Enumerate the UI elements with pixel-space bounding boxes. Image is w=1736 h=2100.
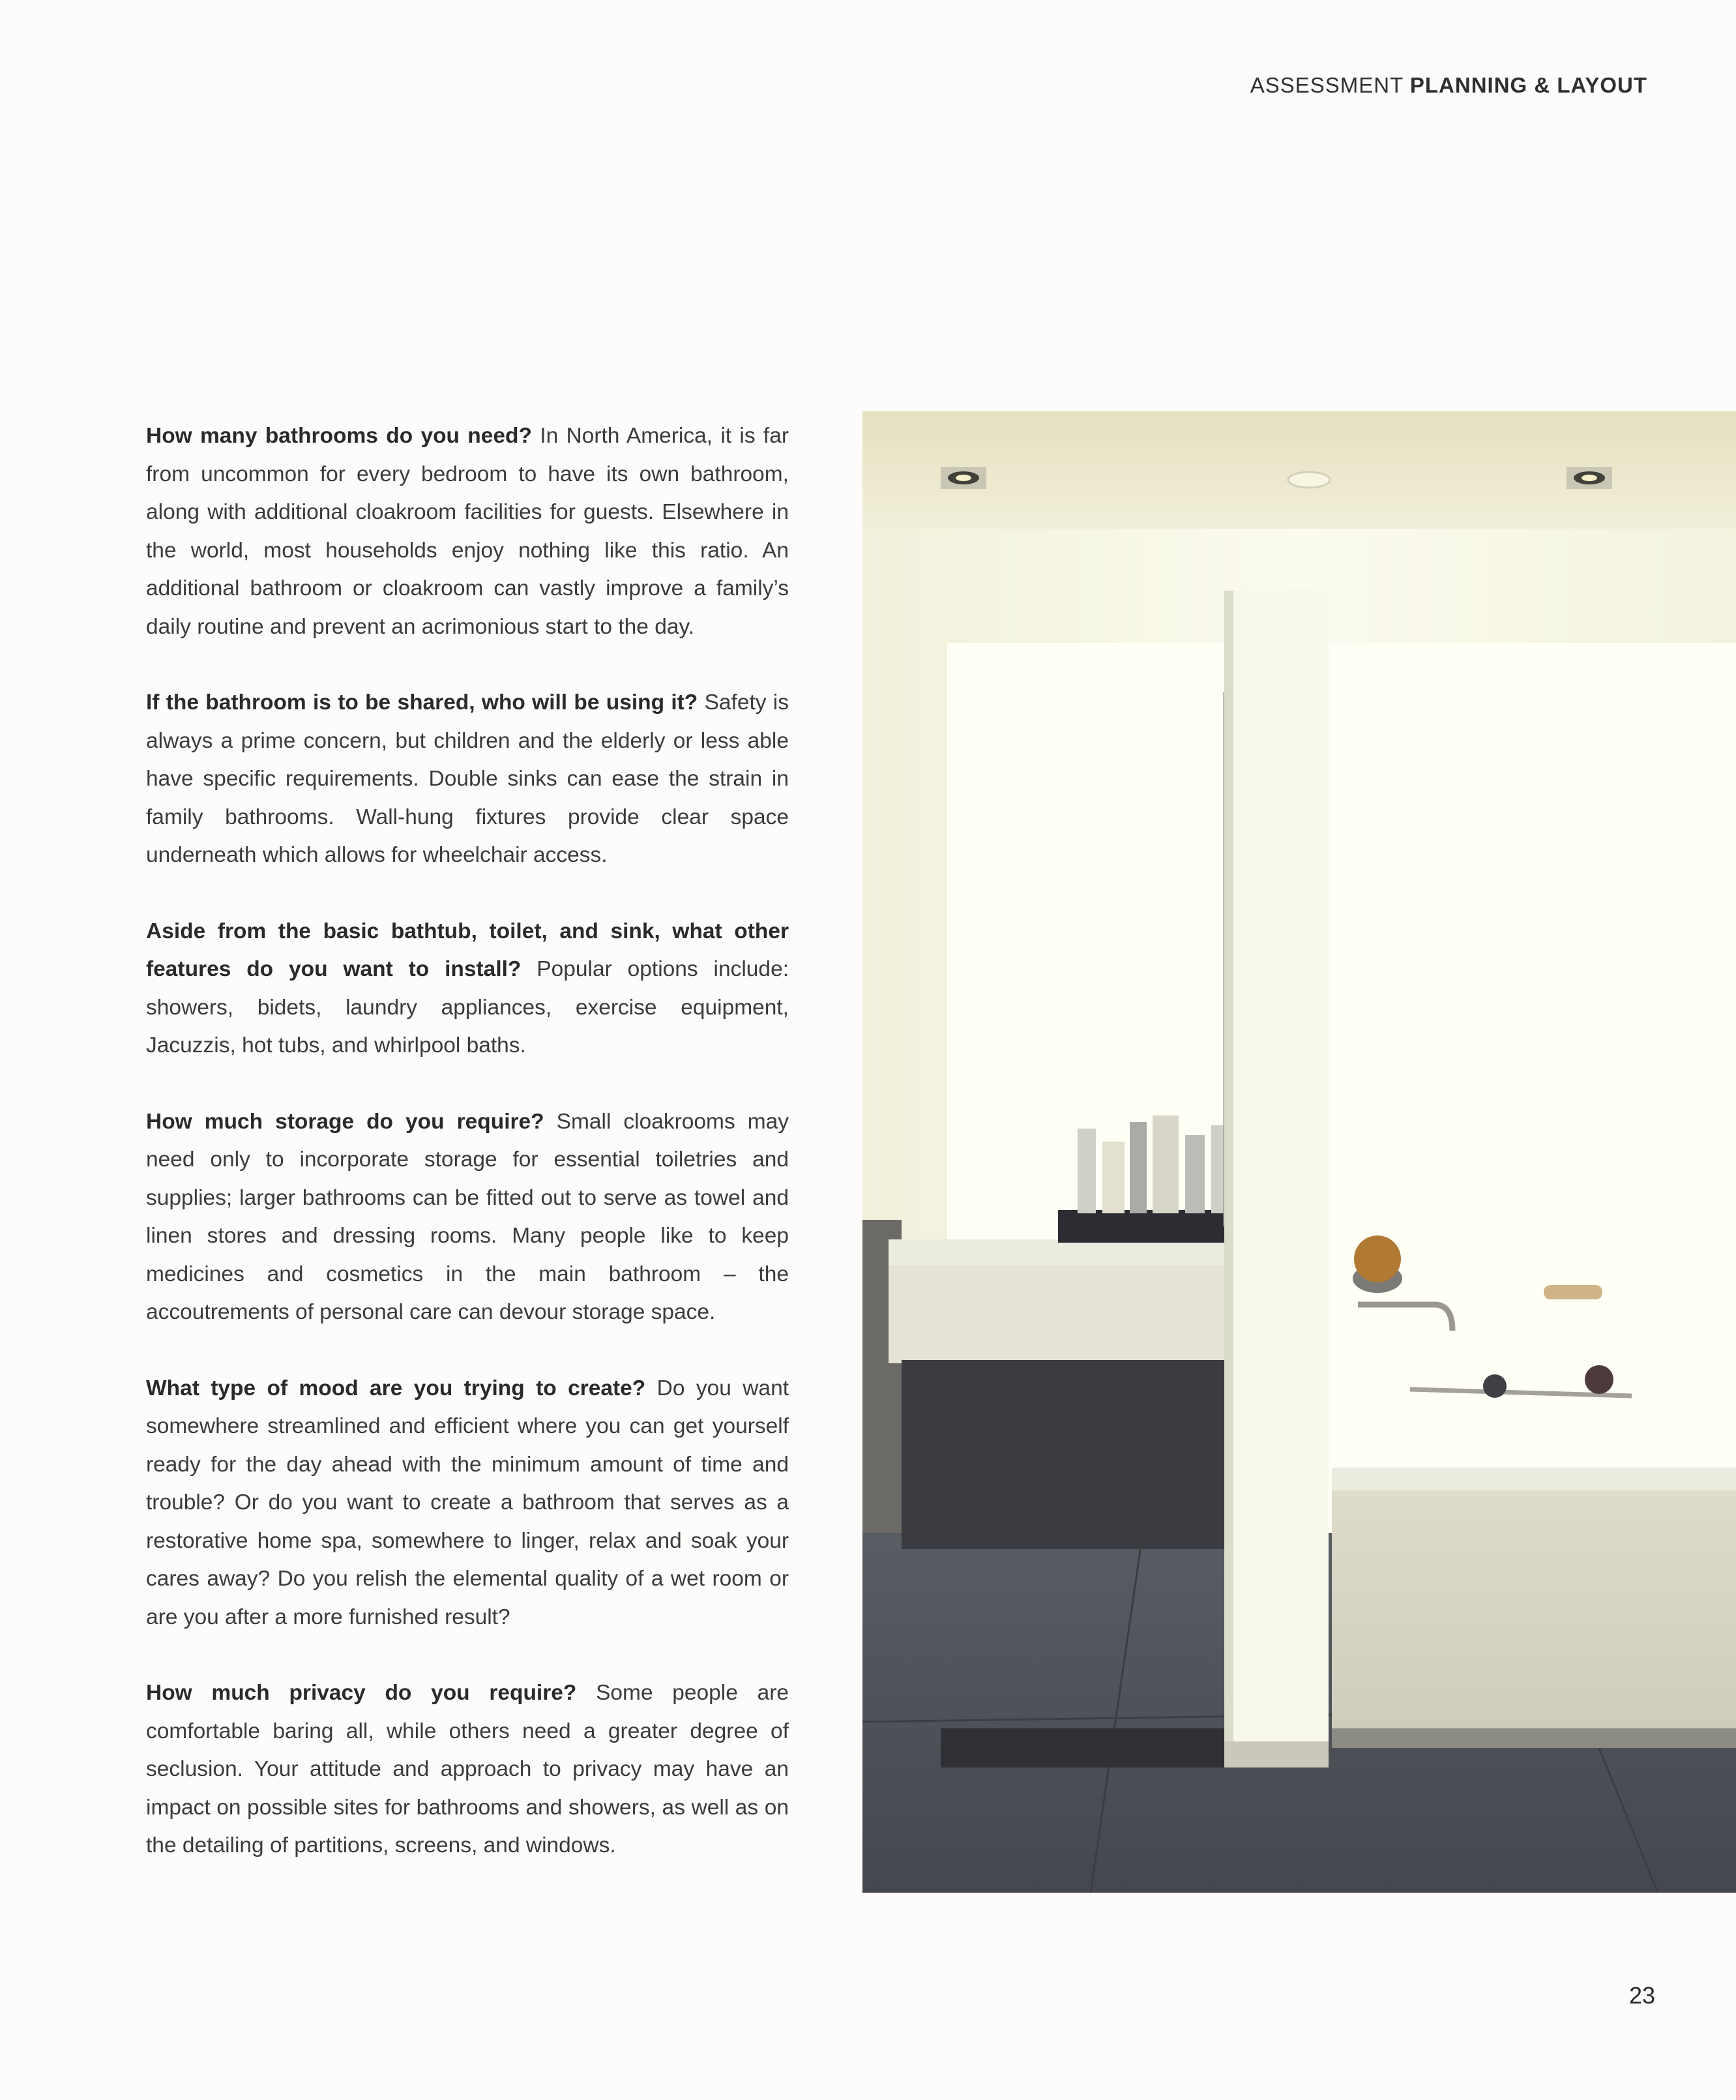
paragraph-body: Do you want somewhere streamlined and efficient where you can get yourself ready for the day ahead with the minimum amount of time and trouble? Or do you want to create a bathroom that serves as a restorative home spa, somewhere to linger, relax and soak your cares away? Do you relish the elemental quality of a wet room or are you after a more furnished result? <box>146 1376 789 1629</box>
body-text-column <box>146 417 789 1903</box>
running-head <box>1250 73 1647 98</box>
page-number: 23 <box>1628 1982 1655 2009</box>
question-heading: How much privacy do you require? <box>146 1681 577 1705</box>
vanity-drawer <box>902 1360 1254 1549</box>
running-head-chapter: PLANNING & LAYOUT <box>1409 73 1647 97</box>
paragraph-body: Some people are comfortable baring all, while others need a greater degree of seclusion. Your attitude and approach to privacy may have an impact on possible sites for bathrooms and showers, as well as on the detailing of partitions, screens, and windows. <box>146 1681 789 1857</box>
question-heading: What type of mood are you trying to create? <box>146 1376 646 1400</box>
paragraph-body: Safety is always a prime concern, but children and the elderly or less able have specific requirements. Double sinks can ease the strain in family bathrooms. Wall-hung fixtures provide clear space underneath which allows for wheelchair access. <box>146 690 789 867</box>
question-heading: Aside from the basic bathtub, toilet, and sink, what other features do you want to install? <box>146 919 789 981</box>
question-heading: How much storage do you require? <box>146 1109 544 1134</box>
paragraph-features <box>146 913 789 1065</box>
paragraph-body: In North America, it is far from uncommon for every bedroom to have its own bathroom, along with additional cloakroom facilities for guests. Elsewhere in the world, most households enjoy nothing like this ratio. An additional bathroom or cloakroom can vastly improve a family’s daily routine and prevent an acrimonious start to the day. <box>146 424 789 639</box>
paragraph-storage <box>146 1103 789 1332</box>
question-heading: If the bathroom is to be shared, who will be using it? <box>146 690 698 715</box>
downlight-right <box>1567 467 1612 489</box>
paragraph-body: Popular options include: showers, bidets, laundry appliances, exercise equipment, Jacuzzis, hot tubs, and whirlpool baths. <box>146 957 789 1057</box>
paragraph-shared-users <box>146 684 789 875</box>
bathtub-ledge <box>1332 1468 1736 1494</box>
bathtub-base-shadow <box>1332 1728 1736 1748</box>
paragraph-privacy <box>146 1674 789 1865</box>
sponge <box>1354 1235 1401 1282</box>
paragraph-mood <box>146 1370 789 1637</box>
partition-shadow <box>1224 591 1233 1758</box>
paragraph-body: Small cloakrooms may need only to incorporate storage for essential toiletries and supplies; larger bathrooms can be fitted out to serve as towel and linen stores and dressing rooms. Many people like to keep medicines and cosmetics in the main bathroom – the accoutrements of personal care can devour storage space. <box>146 1109 789 1324</box>
partition-base <box>1224 1741 1329 1767</box>
paragraph-bathroom-count <box>146 417 789 646</box>
bath-brush <box>1544 1285 1602 1299</box>
vanity-tray <box>1058 1210 1228 1243</box>
question-heading: How many bathrooms do you need? <box>146 424 532 448</box>
vanity-stone-front <box>889 1265 1254 1363</box>
bathroom-photo-illustration <box>862 411 1736 1893</box>
vanity-countertop <box>889 1239 1254 1265</box>
partition-wall <box>1224 591 1329 1758</box>
downlight-center <box>1288 472 1330 488</box>
bathtub-panel <box>1332 1490 1736 1732</box>
downlight-left <box>941 467 986 489</box>
running-head-section: ASSESSMENT <box>1250 73 1404 97</box>
bathroom-photo <box>862 411 1736 1893</box>
floor-step <box>941 1728 1267 1767</box>
